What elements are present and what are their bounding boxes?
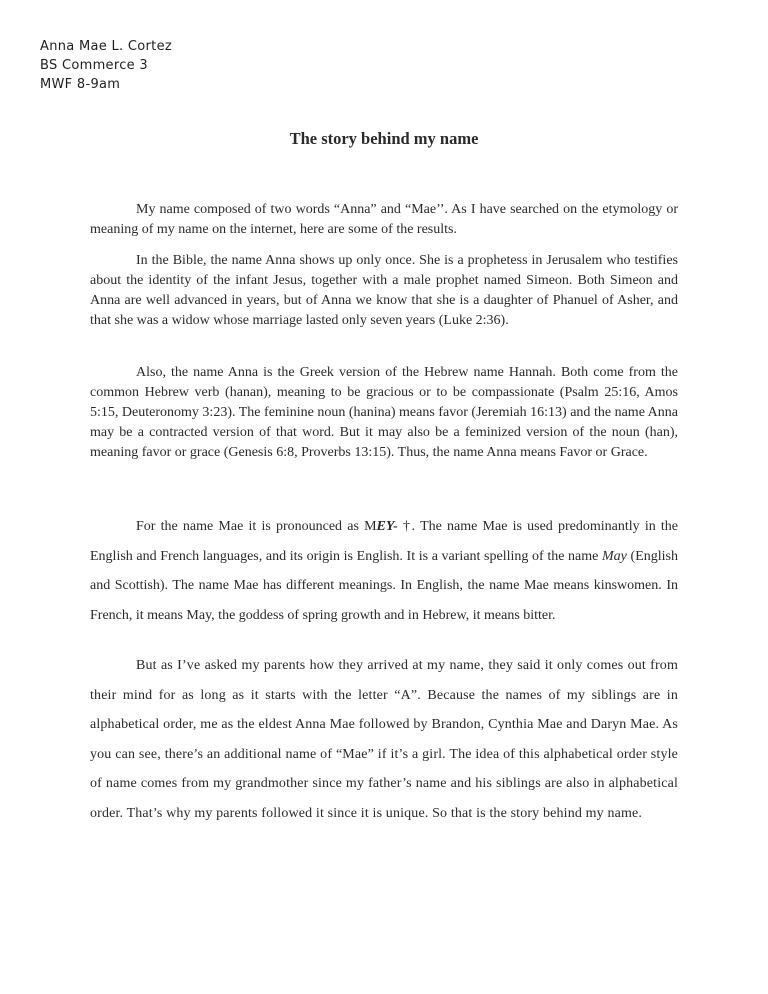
author-course: BS Commerce 3 [40,58,148,73]
class-schedule: MWF 8-9am [40,77,121,92]
paragraph-parents: But as I’ve asked my parents how they arrived at my name, they said it only comes out from their mind for as long as it starts with the letter “A”. Because the names of my siblings are in alphabetical order, me as the eldest Anna Mae followed by Brandon, Cynthia Mae and Daryn Mae. As you can see, there’s an additional name of “Mae” if it’s a girl. The idea of this alphabetical order style of name comes from my grandmother since my father’s name and his siblings are also in alphabetical order. That’s why my parents followed it since it is unique. So that is the story behind my name. [90,658,678,821]
paragraph-greek-hebrew: Also, the name Anna is the Greek version of the Hebrew name Hannah. Both come from the common Hebrew verb (hanan), meaning to be gracious or to be compassionate (Psalm 25:16, Amos 5:15, Deuteronomy 3:23). The feminine noun (hanina) means favor (Jeremiah 16:13) and the name Anna may be a contracted version of that word. But it may also be a feminized version of the noun (han), meaning favor or grace (Genesis 6:8, Proverbs 13:15). Thus, the name Anna means Favor or Grace. [90,365,678,460]
mae-text-middle: †. The name Mae is used predominantly in the English and French languages, and its origin is English. It is a variant spelling of the name [90,519,678,564]
mae-text-rest: (English and Scottish). The name Mae has different meanings. In English, the name Mae means kinswomen. In French, it means May, the goddess of spring growth and in Hebrew, it means bitter. [90,548,678,623]
author-name: Anna Mae L. Cortez [40,39,172,54]
paragraph-bible: In the Bible, the name Anna shows up only once. She is a prophetess in Jerusalem who testifies about the identity of the infant Jesus, together with a male prophet named Simeon. Both Simeon and Anna are well advanced in years, but of Anna we know that she is a daughter of Phanuel of Asher, and that she was a widow whose marriage lasted only seven years (Luke 2:36). [90,253,678,328]
may-word: May [602,548,627,564]
essay-title: The story behind my name [289,129,479,148]
paragraph-mae [90,512,678,630]
mae-pronunciation: EY- [376,519,398,534]
mae-text-before: For the name Mae it is pronounced as M [136,519,377,534]
paragraph-intro: My name composed of two words “Anna” and “Mae’’. As I have searched on the etymology or meaning of my name on the internet, here are some of the results. [90,202,678,237]
author-header [40,37,172,94]
